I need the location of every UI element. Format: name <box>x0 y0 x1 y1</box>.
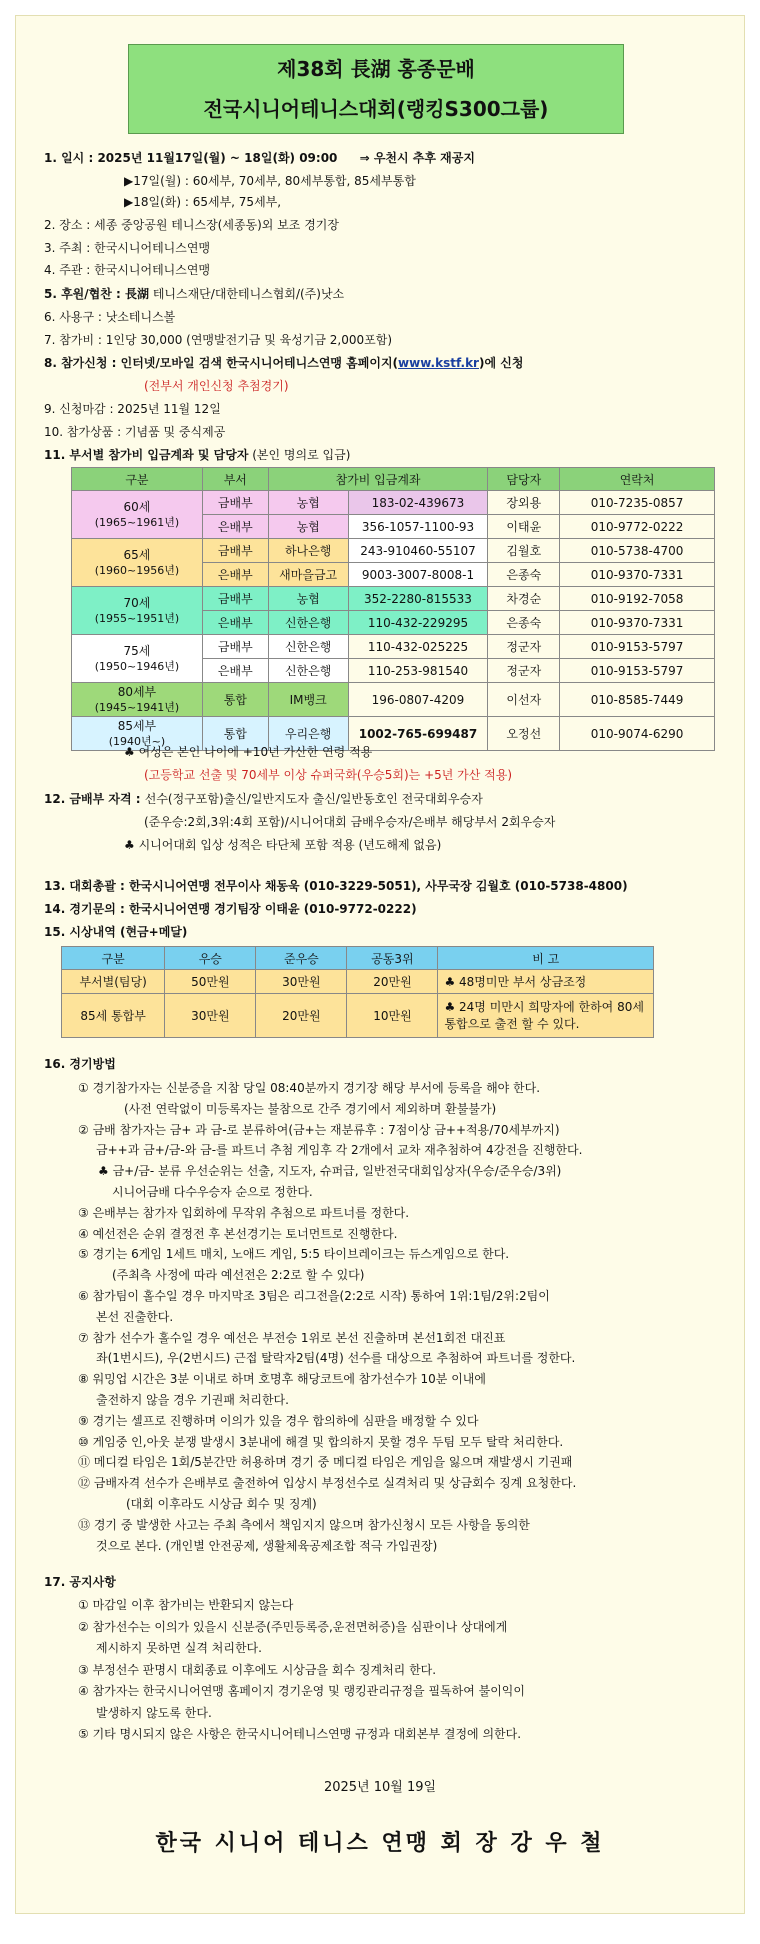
phone-cell: 010-9153-5797 <box>560 635 715 659</box>
title-line1: 제38회 長湖 홍종문배 <box>277 57 475 81</box>
i16-line: ⑫ 금배자격 선수가 은배부로 출전하여 입상시 부정선수로 실격처리 및 상금회수 징계 요청한다. <box>78 1476 577 1491</box>
account-cell: 9003-3007-8008-1 <box>348 563 488 587</box>
i17-line: ② 참가선수는 이의가 있을시 신분증(주민등록증,운전면허증)을 심판이나 상대에게 <box>78 1619 508 1634</box>
bank-cell: 하나은행 <box>268 539 348 563</box>
i16-line: (대회 이후라도 시상금 회수 및 징계) <box>126 1497 317 1511</box>
item-1-sub2: ▶18일(화) : 65세부, 75세부, <box>124 195 282 209</box>
i16-line: 본선 진출한다. <box>96 1309 174 1324</box>
prize-header-first: 우승 <box>165 947 256 970</box>
account-cell: 110-432-025225 <box>348 635 488 659</box>
account-cell: 196-0807-4209 <box>348 683 488 717</box>
bank-cell: 농협 <box>268 587 348 611</box>
age-group-cell <box>72 491 203 539</box>
i16-line: ⑪ 메디컬 타임은 1회/5분간만 허용하며 경기 중 메디컬 타임은 게임을 잃으며 재발생시 기권패 <box>78 1455 573 1470</box>
prize-first: 30만원 <box>165 994 256 1038</box>
manager-cell: 이선자 <box>488 683 560 717</box>
prize-cat: 85세 통합부 <box>62 994 165 1038</box>
table-row <box>72 587 715 611</box>
prize-header-row <box>62 947 654 970</box>
age-group-cell <box>72 683 203 717</box>
item-7-a: 7. 참가비 : 1인당 30,000 <box>44 333 187 347</box>
manager-cell: 정군자 <box>488 659 560 683</box>
division-cell: 금배부 <box>202 491 268 515</box>
item-6: 6. 사용구 : 낫소테니스볼 <box>44 310 176 324</box>
age-group-name: 75세 <box>123 643 151 658</box>
phone-cell: 010-8585-7449 <box>560 683 715 717</box>
prize-note: ♣ 48명미만 부서 상금조정 <box>438 970 654 994</box>
division-cell: 은배부 <box>202 659 268 683</box>
item-3: 3. 주최 : 한국시니어테니스연맹 <box>44 241 211 255</box>
i17-line: ③ 부정선수 판명시 대회종료 이후에도 시상금을 회수 징계처리 한다. <box>78 1662 437 1677</box>
bank-cell: IM뱅크 <box>268 683 348 717</box>
item-1-text: : 2025년 11월17일(월) ~ 18일(화) 09:00 <box>88 151 338 165</box>
i16-line: (사전 연락없이 미등록자는 불참으로 간주 경기에서 제외하며 환불불가) <box>124 1101 497 1116</box>
i16-line: ⑥ 참가팀이 홀수일 경우 마지막조 3팀은 리그전을(2:2로 시작) 통하여 1위:1팀/2위:2팀이 <box>78 1289 550 1303</box>
i16-line: 좌(1번시드), 우(2번시드) 근접 탈락자2팀(4명) 선수를 대상으로 추첨하여 파트너를 정한다. <box>96 1351 576 1366</box>
item-12-line3: ♣ 시니어대회 입상 성적은 타단체 포함 적용 (년도해제 없음) <box>124 838 442 852</box>
phone-cell: 010-9074-6290 <box>560 717 715 751</box>
item-12-text: 선수(정구포함)출신/일반지도자 출신/일반동호인 전국대회우승자 <box>144 792 483 806</box>
phone-cell: 010-5738-4700 <box>560 539 715 563</box>
manager-cell: 이태윤 <box>488 515 560 539</box>
accounts-header-row <box>72 468 715 491</box>
age-group-name: 60세 <box>123 499 151 514</box>
division-cell: 은배부 <box>202 563 268 587</box>
account-cell: 110-253-981540 <box>348 659 488 683</box>
account-cell: 243-910460-55107 <box>348 539 488 563</box>
prize-third: 20만원 <box>347 970 438 994</box>
item-11 <box>44 447 350 463</box>
i16-line: ③ 은배부는 참가자 입회하에 무작위 추첨으로 파트너를 정한다. <box>78 1205 410 1220</box>
item-8-b: )에 신청 <box>478 356 524 370</box>
table-row <box>72 635 715 659</box>
header-account: 참가비 입금계좌 <box>268 468 488 491</box>
title-banner <box>128 44 624 134</box>
item-4: 4. 주관 : 한국시니어테니스연맹 <box>44 263 211 277</box>
item-11-a: 11. 부서별 참가비 입금계좌 및 담당자 <box>44 448 249 462</box>
table-row <box>72 683 715 717</box>
i17-line: 발생하지 않도록 한다. <box>96 1705 212 1720</box>
manager-cell: 차경순 <box>488 587 560 611</box>
accounts-table <box>71 467 715 751</box>
age-group-range: (1955~1951년) <box>94 611 180 625</box>
phone-cell: 010-9772-0222 <box>560 515 715 539</box>
prize-header-note: 비 고 <box>438 947 654 970</box>
item-10: 10. 참가상품 : 기념품 및 중식제공 <box>44 425 226 439</box>
i16-line: ④ 예선전은 순위 결정전 후 본선경기는 토너먼트로 진행한다. <box>78 1226 398 1241</box>
phone-cell: 010-9370-7331 <box>560 563 715 587</box>
i16-line: ⑨ 경기는 셀프로 진행하며 이의가 있을 경우 합의하에 심판을 배정할 수 있다 <box>78 1413 479 1428</box>
account-cell: 183-02-439673 <box>348 491 488 515</box>
manager-cell: 오정선 <box>488 717 560 751</box>
header-category: 구분 <box>72 468 203 491</box>
table-row <box>72 491 715 515</box>
item-1 <box>44 150 475 166</box>
item-5-b: 테니스재단/대한테니스협회/(주)낫소 <box>149 287 345 301</box>
i16-line: ⑬ 경기 중 발생한 사고는 주최 측에서 책임지지 않으며 참가신청시 모든 사항을 동의한 <box>78 1517 530 1532</box>
note-age-bonus: (고등학교 선출 및 70세부 이상 슈퍼국화(우승5회)는 +5년 가산 적용) <box>144 768 513 782</box>
manager-cell: 정군자 <box>488 635 560 659</box>
i17-line: ⑤ 기타 명시되지 않은 사항은 한국시니어테니스연맹 규정과 대회본부 결정에 의한다. <box>78 1727 522 1741</box>
age-group-range: (1940년~) <box>108 734 166 748</box>
division-cell: 은배부 <box>202 611 268 635</box>
bank-cell: 농협 <box>268 491 348 515</box>
bank-cell: 농협 <box>268 515 348 539</box>
i16-line: (주최측 사정에 따라 예선전은 2:2로 할 수 있다) <box>112 1268 365 1283</box>
prize-note: ♣ 24명 미만시 희망자에 한하여 80세 통합으로 출전 할 수 있다. <box>438 994 654 1038</box>
i16-line: ♣ 금+/금- 분류 우선순위는 선출, 지도자, 슈퍼급, 일반전국대회입상자(우승/준우승/3위) <box>98 1164 562 1179</box>
i16-line: ⑦ 참가 선수가 홀수일 경우 예선은 부전승 1위로 본선 진출하며 본선1회전 대진표 <box>78 1330 506 1345</box>
notice-date: 2025년 10월 19일 <box>323 1780 437 1795</box>
item-13: 13. 대회총괄 : 한국시니어연맹 전무이사 채동욱 (010-3229-5051), 사무국장 김월호 (010-5738-4800) <box>44 879 628 893</box>
phone-cell: 010-9192-7058 <box>560 587 715 611</box>
i17-line: 제시하지 못하면 실격 처리한다. <box>96 1641 262 1655</box>
prize-cat: 부서별(팀당) <box>62 970 165 994</box>
item-12-label: 12. 금배부 자격 : <box>44 792 145 806</box>
prize-header-third: 공동3위 <box>347 947 438 970</box>
manager-cell: 은종숙 <box>488 611 560 635</box>
account-cell: 1002-765-699487 <box>348 717 488 751</box>
i17-line: ④ 참가자는 한국시니어연맹 홈페이지 경기운영 및 랭킹관리규정을 필독하여 불이익이 <box>78 1684 525 1698</box>
age-group-cell <box>72 587 203 635</box>
header-phone: 연락처 <box>560 468 715 491</box>
prize-header-cat: 구분 <box>62 947 165 970</box>
age-group-cell <box>72 635 203 683</box>
account-cell: 352-2280-815533 <box>348 587 488 611</box>
bank-cell: 우리은행 <box>268 717 348 751</box>
note-women-age: ♣ 여성은 본인 나이에 +10년 가산한 연령 적용 <box>124 745 373 759</box>
bank-cell: 신한은행 <box>268 611 348 635</box>
account-cell: 356-1057-1100-93 <box>348 515 488 539</box>
item-2: 2. 장소 : 세종 중앙공원 테니스장(세종동)외 보조 경기장 <box>44 218 339 232</box>
division-cell: 통합 <box>202 717 268 751</box>
age-group-range: (1965~1961년) <box>94 515 180 529</box>
age-group-name: 70세 <box>123 595 151 610</box>
item-8-note: (전부서 개인신청 추첨경기) <box>144 379 289 393</box>
bank-cell: 새마을금고 <box>268 563 348 587</box>
bank-cell: 신한은행 <box>268 635 348 659</box>
item-12-line2: (준우승:2회,3위:4회 포함)/시니어대회 금배우승자/은배부 해당부서 2회우승자 <box>144 815 556 829</box>
account-cell: 110-432-229295 <box>348 611 488 635</box>
manager-cell: 은종숙 <box>488 563 560 587</box>
item-7-b: (연맹발전기금 및 육성기금 2,000포함) <box>186 333 393 347</box>
prize-first: 50만원 <box>165 970 256 994</box>
homepage-link[interactable]: www.kstf.kr <box>398 356 479 370</box>
item-1-rain: ⇒ 우천시 추후 재공지 <box>359 151 475 165</box>
item-8-a: 8. 참가신청 : 인터넷/모바일 검색 한국시니어테니스연맹 홈페이지( <box>44 356 399 370</box>
item-5 <box>44 286 344 302</box>
item-7 <box>44 332 392 348</box>
prize-row <box>62 970 654 994</box>
phone-cell: 010-7235-0857 <box>560 491 715 515</box>
phone-cell: 010-9370-7331 <box>560 611 715 635</box>
division-cell: 금배부 <box>202 635 268 659</box>
title-line2: 전국시니어테니스대회(랭킹S300그룹) <box>203 97 549 121</box>
item-14: 14. 경기문의 : 한국시니어연맹 경기팀장 이태윤 (010-9772-0222) <box>44 902 417 916</box>
prize-third: 10만원 <box>347 994 438 1038</box>
item-12 <box>44 791 483 807</box>
item-15: 15. 시상내역 (현금+메달) <box>44 925 188 939</box>
i17-line: ① 마감일 이후 참가비는 반환되지 않는다 <box>78 1598 294 1612</box>
division-cell: 금배부 <box>202 539 268 563</box>
i16-line: ⑧ 워밍업 시간은 3분 이내로 하며 호명후 해당코트에 참가선수가 10분 이내에 <box>78 1372 486 1387</box>
signature: 한국 시니어 테니스 연맹 회 장 강 우 철 <box>155 1831 605 1856</box>
i16-line: ⑩ 게임중 인,아웃 분쟁 발생시 3분내에 해결 및 합의하지 못할 경우 두팀 모두 탈락 처리한다. <box>78 1434 564 1449</box>
i16-line: 금++과 금+/금-와 금-를 파트너 추첨 게임후 각 2개에서 교차 재추첨하여 4강전을 진행한다. <box>96 1143 583 1158</box>
age-group-range: (1945~1941년) <box>94 700 180 714</box>
division-cell: 은배부 <box>202 515 268 539</box>
item-8 <box>44 355 523 371</box>
accounts-body <box>72 491 715 751</box>
table-row <box>72 539 715 563</box>
item-1-sub1: ▶17일(월) : 60세부, 70세부, 80세부통합, 85세부통합 <box>124 174 416 188</box>
i16-line: 출전하지 않을 경우 기권패 처리한다. <box>96 1393 289 1407</box>
i16-line: 시니어금배 다수우승자 순으로 정한다. <box>112 1185 313 1199</box>
item-9: 9. 신청마감 : 2025년 11월 12일 <box>44 402 221 416</box>
header-manager: 담당자 <box>488 468 560 491</box>
manager-cell: 김월호 <box>488 539 560 563</box>
prize-second: 20만원 <box>256 994 347 1038</box>
division-cell: 통합 <box>202 683 268 717</box>
division-cell: 금배부 <box>202 587 268 611</box>
age-group-name: 85세부 <box>117 718 157 733</box>
item-1-label: 1. 일시 <box>44 151 85 165</box>
prize-row <box>62 994 654 1038</box>
age-group-name: 65세 <box>123 547 151 562</box>
item-5-a: 5. 후원/협찬 : 長湖 <box>44 287 149 301</box>
prize-second: 30만원 <box>256 970 347 994</box>
age-group-range: (1950~1946년) <box>94 659 180 673</box>
item-11-b: (본인 명의로 입금) <box>248 448 351 462</box>
prize-table <box>61 946 654 1038</box>
notice-document <box>15 15 745 1914</box>
header-division: 부서 <box>202 468 268 491</box>
bank-cell: 신한은행 <box>268 659 348 683</box>
i16-line: 것으로 본다. (개인별 안전공제, 생활체육공제조합 적극 가입권장) <box>96 1538 438 1553</box>
phone-cell: 010-9153-5797 <box>560 659 715 683</box>
prize-header-second: 준우승 <box>256 947 347 970</box>
item-16: 16. 경기방법 <box>44 1057 116 1071</box>
i16-line: ⑤ 경기는 6게임 1세트 매치, 노애드 게임, 5:5 타이브레이크는 듀스게임으로 한다. <box>78 1247 510 1262</box>
age-group-cell <box>72 539 203 587</box>
item-17: 17. 공지사항 <box>44 1575 116 1589</box>
manager-cell: 장외용 <box>488 491 560 515</box>
age-group-range: (1960~1956년) <box>94 563 180 577</box>
i16-line: ② 금배 참가자는 금+ 과 금-로 분류하여(금+는 재분류후 : 7점이상 금++적용/70세부까지) <box>78 1122 560 1137</box>
age-group-name: 80세부 <box>117 684 157 699</box>
i16-line: ① 경기참가자는 신분증을 지참 당일 08:40분까지 경기장 해당 부서에 등록을 해야 한다. <box>78 1081 541 1095</box>
